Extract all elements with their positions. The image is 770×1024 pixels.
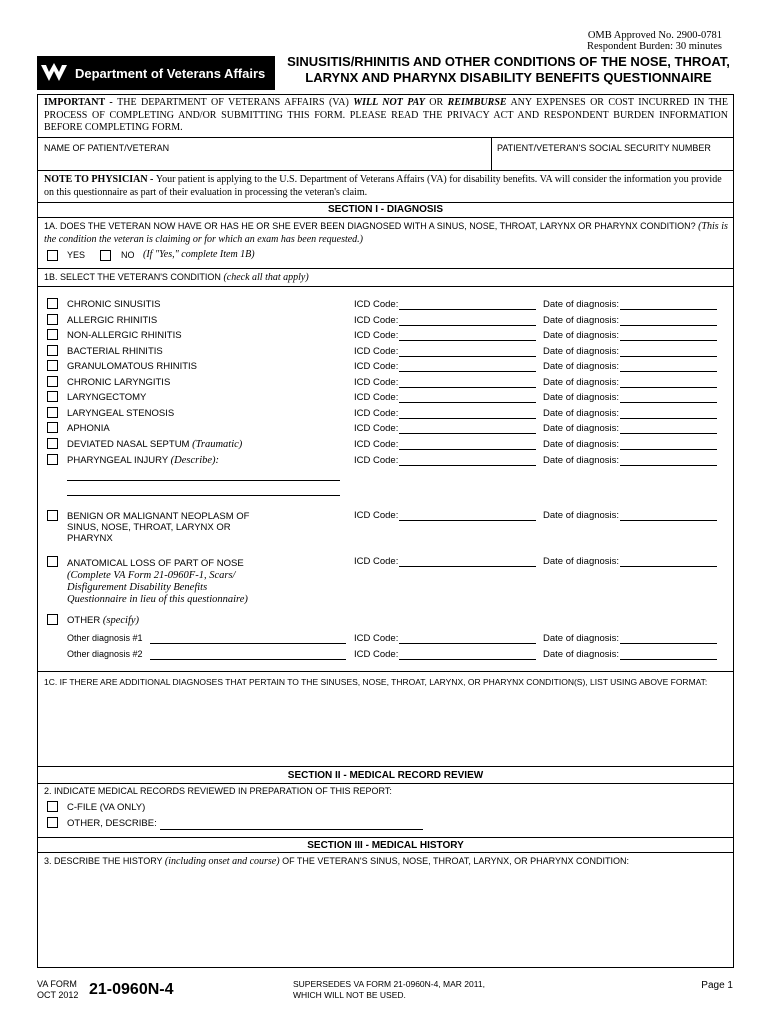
icd-field[interactable] — [399, 340, 536, 341]
omb-info — [587, 30, 722, 52]
icd-field[interactable] — [399, 465, 536, 466]
form-date: OCT 2012 — [37, 990, 79, 1000]
anatomical-icd-field[interactable] — [399, 566, 536, 567]
icd-label: ICD Code: — [354, 649, 399, 660]
other-records-checkbox[interactable] — [47, 817, 58, 828]
icd-label: ICD Code: — [354, 408, 399, 419]
anatomical-date-field[interactable] — [620, 566, 717, 567]
condition-label — [67, 315, 157, 326]
medical-history-field[interactable] — [44, 870, 728, 964]
date-label: Date of diagnosis: — [543, 299, 620, 310]
condition-checkbox[interactable] — [47, 345, 58, 356]
condition-name: LARYNGECTOMY — [67, 392, 147, 403]
date-label: Date of diagnosis: — [543, 330, 620, 341]
date-field[interactable] — [620, 340, 717, 341]
note-text: Your patient is applying to the U.S. Department of Veterans Affairs (VA) for disability benefits. VA will consider the information you provide on this questionnaire as part of their evaluation in processing the veteran's claim. — [44, 174, 722, 198]
will-not-pay: WILL NOT PAY — [353, 97, 425, 108]
date-label: Date of diagnosis: — [543, 633, 620, 644]
date-field[interactable] — [620, 325, 717, 326]
icd-field[interactable] — [399, 325, 536, 326]
date-label: Date of diagnosis: — [543, 556, 620, 567]
icd-field[interactable] — [399, 449, 536, 450]
icd-label: ICD Code: — [354, 633, 399, 644]
condition-checkbox[interactable] — [47, 391, 58, 402]
respondent-burden: Respondent Burden: 30 minutes — [586, 41, 722, 52]
no-label: NO — [121, 250, 135, 260]
icd-label: ICD Code: — [354, 556, 399, 567]
ssn-label: PATIENT/VETERAN'S SOCIAL SECURITY NUMBER — [497, 143, 711, 153]
icd-field[interactable] — [399, 402, 536, 403]
condition-note: (Traumatic) — [192, 439, 243, 450]
condition-name: NON-ALLERGIC RHINITIS — [67, 330, 182, 341]
form-title — [282, 54, 735, 86]
page-number: Page 1 — [701, 980, 733, 991]
icd-field[interactable] — [399, 433, 536, 434]
icd-label: ICD Code: — [354, 377, 399, 388]
other-checkbox[interactable] — [47, 614, 58, 625]
no-note: (If "Yes," complete Item 1B) — [143, 249, 255, 260]
important-text-a: THE DEPARTMENT OF VETERANS AFFAIRS (VA) — [117, 97, 354, 108]
date-label: Date of diagnosis: — [543, 377, 620, 388]
condition-label — [67, 330, 182, 341]
condition-checkbox[interactable] — [47, 376, 58, 387]
neoplasm-checkbox[interactable] — [47, 510, 58, 521]
condition-checkbox[interactable] — [47, 298, 58, 309]
other-1-date-field[interactable] — [620, 643, 717, 644]
no-checkbox[interactable] — [100, 250, 111, 261]
icd-field[interactable] — [399, 356, 536, 357]
date-label: Date of diagnosis: — [543, 510, 620, 521]
other-2-icd-field[interactable] — [399, 659, 536, 660]
condition-name: APHONIA — [67, 423, 110, 434]
other-diagnosis-1-label: Other diagnosis #1 — [67, 633, 143, 643]
question-3-text: 3. DESCRIBE THE HISTORY — [44, 856, 165, 866]
pharyngeal-describe-line-2[interactable] — [67, 495, 340, 496]
neoplasm-label: BENIGN OR MALIGNANT NEOPLASM OF SINUS, NOSE, THROAT, LARYNX OR PHARYNX — [67, 511, 250, 544]
date-label: Date of diagnosis: — [543, 439, 620, 450]
cfile-label: C-FILE (VA ONLY) — [67, 802, 146, 813]
question-1c: 1C. IF THERE ARE ADDITIONAL DIAGNOSES THAT PERTAIN TO THE SINUSES, NOSE, THROAT, LARYNX, OR PHARYNX CONDITION(S), LIST USING ABOVE FORMAT: — [44, 677, 708, 687]
question-1a-text: 1A. DOES THE VETERAN NOW HAVE OR HAS HE OR SHE EVER BEEN DIAGNOSED WITH A SINUS, NOSE, THROAT, LARYNX OR PHARYNX CONDITION? — [44, 221, 699, 231]
condition-name: BACTERIAL RHINITIS — [67, 346, 163, 357]
question-1b-note: (check all that apply) — [223, 272, 309, 283]
note-label: NOTE TO PHYSICIAN - — [44, 174, 156, 185]
important-or: OR — [424, 97, 448, 108]
other-label — [67, 615, 139, 626]
condition-label — [67, 423, 110, 434]
form-title-line1: SINUSITIS/RHINITIS AND OTHER CONDITIONS OF THE NOSE, THROAT, — [287, 54, 730, 69]
condition-checkbox[interactable] — [47, 407, 58, 418]
pharyngeal-describe-line-1[interactable] — [67, 480, 340, 481]
other-diagnosis-1-field[interactable] — [150, 643, 346, 644]
condition-name: LARYNGEAL STENOSIS — [67, 408, 175, 419]
condition-checkbox[interactable] — [47, 454, 58, 465]
question-1a — [44, 220, 728, 246]
condition-checkbox[interactable] — [47, 438, 58, 449]
condition-checkbox[interactable] — [47, 422, 58, 433]
cfile-checkbox[interactable] — [47, 801, 58, 812]
icd-label: ICD Code: — [354, 455, 399, 466]
icd-label: ICD Code: — [354, 330, 399, 341]
question-3-tail: OF THE VETERAN'S SINUS, NOSE, THROAT, LARYNX, OR PHARYNX CONDITION: — [279, 856, 630, 866]
other-diagnosis-2-field[interactable] — [150, 659, 346, 660]
condition-name: GRANULOMATOUS RHINITIS — [67, 361, 198, 372]
yes-label: YES — [67, 250, 86, 260]
other-2-date-field[interactable] — [620, 659, 717, 660]
question-1b — [44, 272, 309, 283]
agency-name: Department of Veterans Affairs — [75, 65, 266, 81]
condition-label — [67, 392, 146, 403]
other-records-label: OTHER, DESCRIBE: — [67, 818, 157, 829]
date-label: Date of diagnosis: — [543, 649, 620, 660]
important-label: IMPORTANT - — [44, 97, 118, 108]
yes-checkbox[interactable] — [47, 250, 58, 261]
section-3-heading: SECTION III - MEDICAL HISTORY — [307, 840, 464, 851]
date-label: Date of diagnosis: — [543, 392, 620, 403]
condition-name: DEVIATED NASAL SEPTUM — [67, 439, 193, 450]
icd-label: ICD Code: — [354, 346, 399, 357]
additional-diagnoses-field[interactable] — [44, 690, 728, 764]
va-seal-icon — [37, 56, 71, 90]
condition-label — [67, 377, 170, 388]
condition-checkbox[interactable] — [47, 329, 58, 340]
icd-label: ICD Code: — [354, 392, 399, 403]
date-field[interactable] — [620, 387, 717, 388]
condition-name: ALLERGIC RHINITIS — [67, 315, 158, 326]
supersedes-line1: SUPERSEDES VA FORM 21-0960N-4, MAR 2011, — [293, 979, 485, 989]
icd-label: ICD Code: — [354, 439, 399, 450]
date-label: Date of diagnosis: — [543, 408, 620, 419]
date-field[interactable] — [620, 465, 717, 466]
form-number: 21-0960N-4 — [89, 981, 174, 998]
neoplasm-icd-field[interactable] — [399, 520, 536, 521]
icd-label: ICD Code: — [354, 510, 399, 521]
ssn-field[interactable] — [497, 155, 730, 169]
date-field[interactable] — [620, 418, 717, 419]
icd-label: ICD Code: — [354, 361, 399, 372]
date-label: Date of diagnosis: — [543, 455, 620, 466]
date-field[interactable] — [620, 309, 717, 310]
important-notice — [44, 97, 728, 135]
other-diagnosis-2-label: Other diagnosis #2 — [67, 649, 143, 659]
reimburse: REIMBURSE — [447, 97, 507, 108]
other-records-field[interactable] — [160, 829, 423, 830]
condition-label — [67, 455, 219, 466]
condition-label — [67, 346, 163, 357]
question-1b-text: 1B. SELECT THE VETERAN'S CONDITION — [44, 272, 224, 282]
condition-label — [67, 361, 197, 372]
supersedes-note — [293, 979, 485, 1001]
anatomical-loss-checkbox[interactable] — [47, 556, 58, 567]
condition-name: PHARYNGEAL INJURY — [67, 455, 171, 466]
icd-field[interactable] — [399, 387, 536, 388]
date-label: Date of diagnosis: — [543, 346, 620, 357]
patient-name-label: NAME OF PATIENT/VETERAN — [44, 143, 170, 153]
section-1-heading: SECTION I - DIAGNOSIS — [327, 204, 443, 215]
note-to-physician — [44, 174, 728, 199]
condition-checkbox[interactable] — [47, 314, 58, 325]
condition-name: CHRONIC SINUSITIS — [67, 299, 161, 310]
question-3 — [44, 856, 629, 867]
anatomical-loss-note: (Complete VA Form 21-0960F-1, Scars/ Disfigurement Disability Benefits Questionnaire in lieu of this questionnaire) — [67, 570, 248, 605]
date-field[interactable] — [620, 402, 717, 403]
question-3-note: (including onset and course) — [164, 856, 280, 867]
other-1-icd-field[interactable] — [399, 643, 536, 644]
icd-field[interactable] — [399, 418, 536, 419]
omb-number: OMB Approved No. 2900-0781 — [587, 30, 722, 41]
icd-field[interactable] — [399, 309, 536, 310]
condition-label — [67, 439, 242, 450]
question-2: 2. INDICATE MEDICAL RECORDS REVIEWED IN PREPARATION OF THIS REPORT: — [44, 786, 392, 796]
va-logo — [37, 56, 275, 90]
condition-note: (Describe): — [170, 455, 220, 466]
condition-name: CHRONIC LARYNGITIS — [67, 377, 171, 388]
condition-checkbox[interactable] — [47, 360, 58, 371]
date-field[interactable] — [620, 356, 717, 357]
important-text-b: ANY EXPENSES OR COST INCURRED IN THE PROCESS OF COMPLETING AND/OR SUBMITTING THIS FORM. PLEASE READ THE PRIVACY ACT AND RESPONDENT BURDEN INFORMATION BEFORE COMPLETING FORM. — [44, 97, 729, 133]
icd-label: ICD Code: — [354, 315, 399, 326]
date-label: Date of diagnosis: — [543, 361, 620, 372]
form-id — [37, 979, 78, 1001]
neoplasm-date-field[interactable] — [620, 520, 717, 521]
question-1a-note: (This is the condition the veteran is claiming or for which an exam has been requested.) — [44, 221, 728, 245]
date-field[interactable] — [620, 371, 717, 372]
form-title-line2: LARYNX AND PHARYNX DISABILITY BENEFITS QUESTIONNAIRE — [305, 70, 712, 85]
icd-field[interactable] — [399, 371, 536, 372]
va-form-label: VA FORM — [37, 979, 77, 989]
date-field[interactable] — [620, 449, 717, 450]
date-field[interactable] — [620, 433, 717, 434]
icd-label: ICD Code: — [354, 299, 399, 310]
patient-name-field[interactable] — [44, 155, 488, 169]
supersedes-line2: WHICH WILL NOT BE USED. — [293, 990, 406, 1000]
condition-label — [67, 408, 174, 419]
other-note: (specify) — [102, 615, 140, 626]
other-text: OTHER — [67, 615, 103, 626]
condition-label — [67, 299, 160, 310]
icd-label: ICD Code: — [354, 423, 399, 434]
date-label: Date of diagnosis: — [543, 315, 620, 326]
anatomical-loss-label: ANATOMICAL LOSS OF PART OF NOSE — [67, 558, 244, 569]
section-2-heading: SECTION II - MEDICAL RECORD REVIEW — [287, 770, 484, 781]
date-label: Date of diagnosis: — [543, 423, 620, 434]
